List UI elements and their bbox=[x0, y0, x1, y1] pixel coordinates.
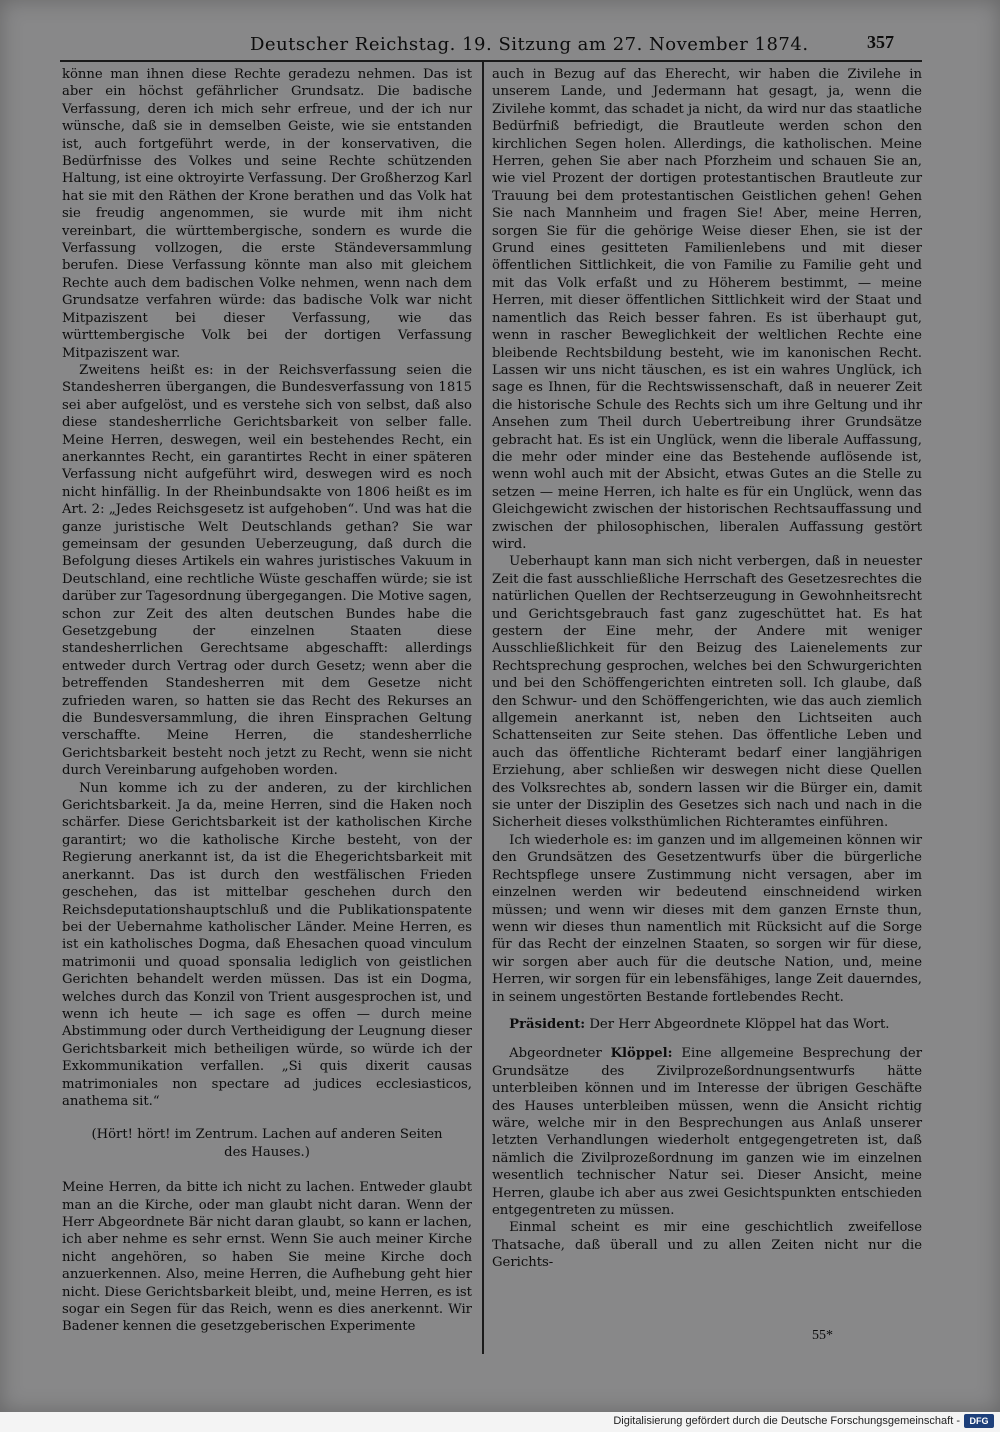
paragraph: Ich wiederhole es: im ganzen und im allgemeinen können wir den Grundsätzen des Gesetzentwurfs über die bürgerliche Rechtspflege unsere Zustimmung nicht versagen, aber im einzelnen werden wir bedeutend einschneidend wirken müssen; und wenn wir dieses mit dem ganzen Ernste thun, wenn wir dieses thun namentlich mit Rücksicht auf die Sorge für das Recht der einzelnen Staaten, so sorgen wir für diese, wir sorgen aber auch für die deutsche Nation, und, meine Herren, wir sorgen für ein lebensfähiges, lange Zeit dauerndes, in seinem ungestörten Bestande fortlebendes Recht. bbox=[492, 832, 922, 1005]
signature-mark: 55* bbox=[812, 1328, 833, 1343]
president-statement bbox=[492, 1016, 922, 1033]
page-number: 357 bbox=[867, 32, 894, 52]
funding-credit: Digitalisierung gefördert durch die Deutsche Forschungsgemeinschaft - bbox=[613, 1415, 960, 1427]
left-column bbox=[62, 66, 472, 1356]
speaker-title: Abgeordneter bbox=[509, 1046, 611, 1062]
page-header bbox=[0, 30, 1000, 60]
speaker-name: Klöppel: bbox=[610, 1046, 673, 1062]
speaker-name: Präsident: bbox=[509, 1016, 586, 1032]
statement-text: Der Herr Abgeordnete Klöppel hat das Wort. bbox=[585, 1016, 890, 1032]
paragraph: könne man ihnen diese Rechte geradezu nehmen. Das ist aber ein höchst gefährlicher Grundsatz. Die badische Verfassung, deren ich mich sehr erfreue, und der ich nur wünsche, daß sie in demselben Geiste, wie sie entstanden ist, auch fortgeführt werde, in der konservativen, die Bedürfnisse des Volkes und seine Rechte schützenden Haltung, ist eine oktroyirte Verfassung. Der Großherzog Karl hat sie mit den Räthen der Krone berathen und das Volk hat sie freudig angenommen, sie wurde mit ihm nicht vereinbart, die württembergische, sondern es wurde die Verfassung vollzogen, die erste Ständeversammlung berufen. Diese Verfassung könnte man also mit gleichem Rechte auch dem badischen Volke nehmen, wenn nach dem Grundsatze verfahren würde: das badische Volk war nicht Mitpaziszent bei dieser Verfassung, wie das württembergische Volk bei der dortigen Verfassung Mitpaziszent war. bbox=[62, 67, 472, 361]
interjection: (Hört! hört! im Zentrum. Lachen auf anderen Seiten des Hauses.) bbox=[91, 1127, 443, 1160]
paragraph: Zweitens heißt es: in der Reichsverfassung seien die Standesherren übergangen, die Bundesverfassung von 1815 sei aber aufgelöst, und es verstehe sich von selbst, daß also diese standesherrliche Gerichtsbarkeit von selber falle. Meine Herren, deswegen, weil ein bestehendes Recht, ein anerkanntes Recht, ein garantirtes Recht in einer späteren Verfassung nicht aufgeführt wird, deswegen wird es noch nicht hinfällig. In der Rheinbundsakte von 1806 heißt es im Art. 2: „Jedes Reichsgesetz ist aufgehoben“. Und was hat die ganze juristische Welt Deutschlands gethan? Sie war gemeinsam der gesunden Ueberzeugung, daß durch die Befolgung dieses Artikels ein wahres juristisches Vakuum in Deutschland, eine rechtliche Wüste geschaffen würde; sie ist darüber zur Tagesordnung übergegangen. Die Motive sagen, schon zur Zeit des alten deutschen Bundes habe die Gesetzgebung der einzelnen Staaten diese standesherrlichen Gerechtsame abgeschafft: allerdings entweder durch Vertrag oder durch Gesetz; wenn aber die betreffenden Standesherren mit dem Gesetze nicht zufrieden waren, so hatten sie das Recht des Rekurses an die Bundesversammlung, die ihren Einsprachen Geltung verschaffte. Meine Herren, die standesherrliche Gerichtsbarkeit besteht noch jetzt zu Recht, wenn sie nicht durch Vereinbarung aufgehoben worden. bbox=[62, 362, 472, 779]
paragraph: Einmal scheint es mir eine geschichtlich zweifellose Thatsache, daß überall und zu allen Zeiten nicht nur die Gerichts- bbox=[492, 1220, 922, 1271]
running-head: Deutscher Reichstag. 19. Sitzung am 27. November 1874. bbox=[250, 34, 809, 55]
footer bbox=[0, 1412, 1000, 1432]
speech-text: Eine allgemeine Besprechung der Grundsätze des Zivilprozeßordnungsentwurfs hätte unterbleiben können und im Interesse der übrigen Geschäfte des Hauses unterbleiben müssen, wenn die Ansicht richtig wäre, welche mir in den Besprechungen aus Anlaß unserer letzten Verhandlungen wiederholt entgegengetreten ist, daß nämlich die Zivilprozeßordnung im ganzen wie im einzelnen wesentlich technischer Natur sei. Dieser Ansicht, meine Herren, glaube ich aber aus zwei Gesichtspunkten entschieden entgegentreten zu müssen. bbox=[492, 1046, 922, 1218]
paragraph: Meine Herren, da bitte ich nicht zu lachen. Entweder glaubt man an die Kirche, oder man glaubt nicht daran. Wenn der Herr Abgeordnete Bär nicht daran glaubt, so kann er lachen, ich aber nehme es sehr ernst. Wenn Sie auch meiner Kirche nicht angehören, so haben Sie meine Kirche doch anzuerkennen. Also, meine Herren, die Aufhebung geht hier nicht. Diese Gerichtsbarkeit bleibt, und, meine Herren, es ist sogar ein Segen für das Reich, wenn es dies anerkennt. Wir Badener kennen die gesetzgeberischen Experimente bbox=[62, 1180, 472, 1335]
paragraph: auch in Bezug auf das Eherecht, wir haben die Zivilehe in unserem Lande, und Jedermann hat gesagt, ja, wenn die Zivilehe kommt, das schadet ja nicht, da wird nur das staatliche Bedürfniß befriedigt, die Brautleute werden schon den kirchlichen Segen holen. Allerdings, die katholischen. Meine Herren, gehen Sie aber nach Pforzheim und schauen Sie an, wie viel Prozent der dortigen protestantischen Brautleute zur Trauung bei dem protestantischen Geistlichen gehen! Gehen Sie nach Mannheim und fragen Sie! Aber, meine Herren, sorgen Sie für die gehörige Weise dieser Ehen, sie ist der Grund eines gesitteten Familienlebens und mit dieser öffentlichen Sittlichkeit, die von Familie zu Familie geht und mit das Volk erfaßt und zu Höherem bestimmt, — meine Herren, mit dieser öffentlichen Sittlichkeit wird der Staat und namentlich das Reich besser fahren. Es ist überhaupt gut, wenn in rascher Beweglichkeit der weltlichen Rechte eine bleibende Rechtsbildung besteht, wie im kanonischen Recht. Lassen wir uns nicht täuschen, es ist ein wahres Unglück, ich sage es Ihnen, für die Rechtswissenschaft, daß in neuerer Zeit die historische Schule des Rechts sich um ihre Geltung und ihr Ansehen zum Theil durch Uebertreibung ihrer Grundsätze gebracht hat. Es ist ein Unglück, wenn die liberale Auffassung, die mehr oder minder eine das Bestehende auflösende ist, wenn wohl auch mit der Absicht, etwas Gutes an die Stelle zu setzen — meine Herren, ich halte es für ein Unglück, wenn das Gleichgewicht zwischen der historischen Rechtsauffassung und zwischen der philosophischen, liberalen Auffassung gestört wird. bbox=[492, 67, 922, 552]
header-rule bbox=[60, 60, 922, 62]
dfg-logo: DFG bbox=[964, 1414, 994, 1428]
paragraph: Nun komme ich zu der anderen, zu der kirchlichen Gerichtsbarkeit. Ja da, meine Herren, sind die Haken noch schärfer. Diese Gerichtsbarkeit ist der katholischen Kirche garantirt; wo die katholische Kirche besteht, von der Regierung anerkannt ist, da ist die Ehegerichtsbarkeit mit anerkannt. Das ist durch den westfälischen Frieden geschehen, das ist mittelbar geschehen durch den Reichsdeputationshauptschluß und die Publikationspatente bei der Uebernahme katholischer Länder. Meine Herren, es ist ein katholisches Dogma, daß Ehesachen quoad vinculum matrimonii und quoad sponsalia lediglich von geistlichen Gerichten behandelt werden müssen. Das ist ein Dogma, welches durch das Konzil von Trient ausgesprochen ist, und wenn ich heute — ich sage es offen — durch meine Abstimmung oder durch Vertheidigung der Leugnung dieser Gerichtsbarkeit mich betheiligen würde, so würde ich der Exkommunikation verfallen. „Si quis dixerit causas matrimoniales non spectare ad judices ecclesiasticos, anathema sit.“ bbox=[62, 780, 472, 1109]
column-divider bbox=[482, 62, 484, 1354]
kloeppel-speech bbox=[492, 1045, 922, 1219]
right-column bbox=[492, 66, 922, 1328]
paragraph: Ueberhaupt kann man sich nicht verbergen, daß in neuester Zeit die fast ausschließliche Herrschaft des Gesetzesrechtes die natürlichen Quellen der Rechtserzeugung in Gewohnheitsrecht und Gerichtsgebrauch fast ganz zugeschüttet hat. Es hat gestern der Eine mehr, der Andere mit weniger Ausschließlichkeit für den Beizug des Laienelements zur Rechtsprechung gesprochen, welches bei den Schwurgerichten und bei den Schöffengerichten eintreten soll. Ich glaube, daß den Schwur- und den Schöffengerichten, wie das auch ziemlich allgemein anerkannt ist, neben den Lichtseiten auch Schattenseiten zur Seite stehen. Das öffentliche Leben und auch das öffentliche Richteramt bedarf einer langjährigen Erziehung, aber schließen wir deswegen nicht diese Quellen des Volksrechtes ab, sondern lassen wir die Bürger ein, damit sie unter der Disziplin des Gesetzes sich nach und nach in die Sicherheit dieses volksthümlichen Richteramtes einführen. bbox=[492, 554, 922, 831]
